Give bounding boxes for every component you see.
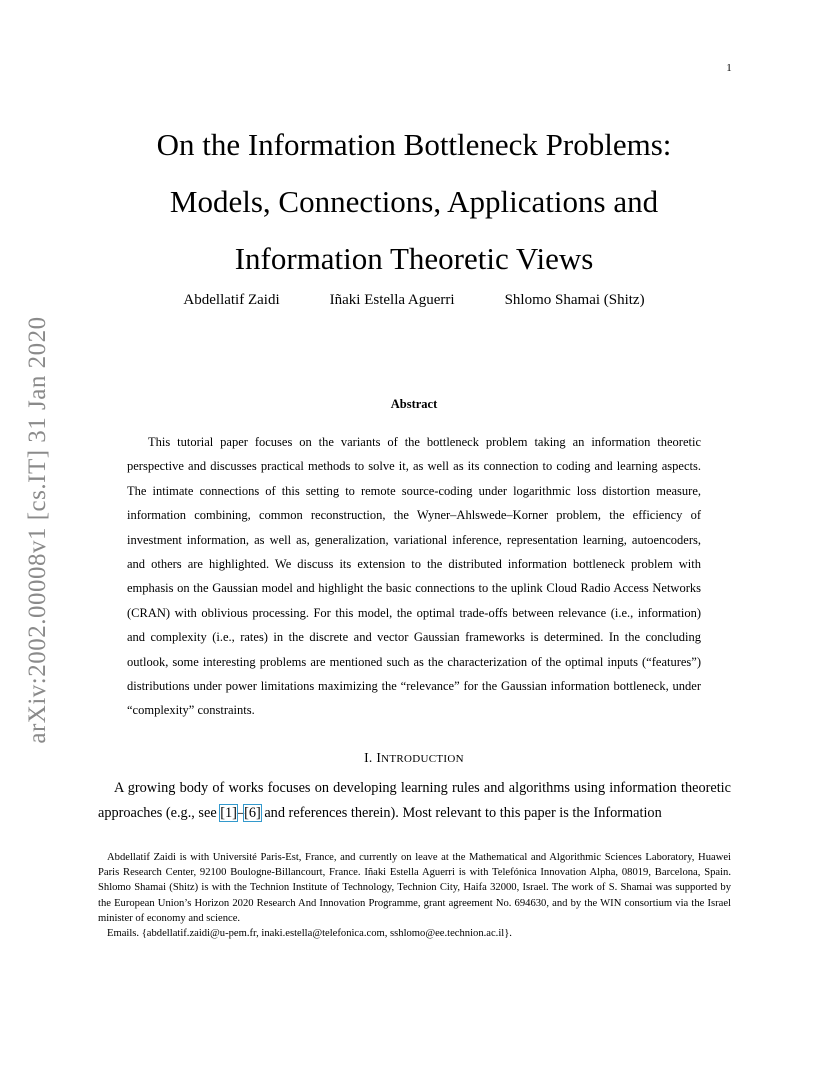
abstract-text: This tutorial paper focuses on the variants of the bottleneck problem taking an information theoretic perspective and discusses practical methods to solve it, as well as its connection to coding and learning aspects. The intimate connections of this setting to remote source-coding under logarithmic loss distortion measure, information combining, common reconstruction, the Wyner–Ahlswede–Korner problem, the efficiency of investment information, as well as, generalization, variational inference, representation learning, autoencoders, and others are highlighted. We discuss its extension to the distributed information bottleneck problem with emphasis on the Gaussian model and highlight the basic connections to the uplink Cloud Radio Access Networks (CRAN) with oblivious processing. For this model, the optimal trade-offs between relevance (i.e., information) and complexity (i.e., rates) in the discrete and vector Gaussian frameworks is determined. In the concluding outlook, some interesting problems are mentioned such as the characterization of the optimal inputs (“features”) distributions under power limitations maximizing the “relevance” for the Gaussian information bottleneck, under “complexity” constraints. (127, 435, 701, 718)
paper-title (100, 116, 728, 287)
author-name: Abdellatif Zaidi (183, 292, 280, 308)
section-number: I. (364, 750, 373, 765)
footnotes (98, 850, 731, 941)
author-name: Iñaki Estella Aguerri (329, 292, 455, 308)
section-title (376, 750, 464, 765)
title-line: Models, Connections, Applications and (169, 184, 659, 219)
section-title-initial: I (376, 750, 382, 765)
section-title-rest: NTRODUCTION (381, 753, 464, 765)
footnote-affiliations: Abdellatif Zaidi is with Université Paris-Est, France, and currently on leave at the Mathematical and Algorithmic Sciences Laboratory, Huawei Paris Research Center, 92100 Boulogne-Billancourt, France. Iñaki Estella Aguerri is with Telefónica Innovation Alpha, 08019, Barcelona, Spain. Shlomo Shamai (Shitz) is with the Technion Institute of Technology, Technion City, Haifa 32000, Israel. The work of S. Shamai was supported by the European Union’s Horizon 2020 Research And Innovation Programme, grant agreement No. 694630, and by the WIN consortium via the Israel minister of economy and science. (98, 852, 731, 924)
author-name: Shlomo Shamai (Shitz) (504, 292, 645, 308)
footnote-emails: Emails. {abdellatif.zaidi@u-pem.fr, inaki.estella@telefonica.com, sshlomo@ee.technion.ac.il}. (107, 928, 512, 940)
citation-link[interactable]: [6] (244, 804, 261, 821)
intro-paragraph (98, 776, 731, 825)
citation-dash: – (236, 804, 245, 821)
intro-text: and references therein). Most relevant to this paper is the Information (260, 804, 662, 821)
citation-link[interactable]: [1] (220, 804, 237, 821)
page-number: 1 (726, 62, 732, 74)
title-line: On the Information Bottleneck Problems: (156, 127, 672, 162)
author-list (100, 292, 728, 309)
abstract-heading: Abstract (390, 397, 438, 411)
arxiv-stamp: arXiv:2002.00008v1 [cs.IT] 31 Jan 2020 (24, 316, 51, 744)
title-line: Information Theoretic Views (234, 241, 594, 276)
intro-text: A growing body of works focuses on developing learning rules and algorithms using information theoretic approaches (e.g., see (98, 780, 731, 821)
section-heading (100, 750, 728, 766)
